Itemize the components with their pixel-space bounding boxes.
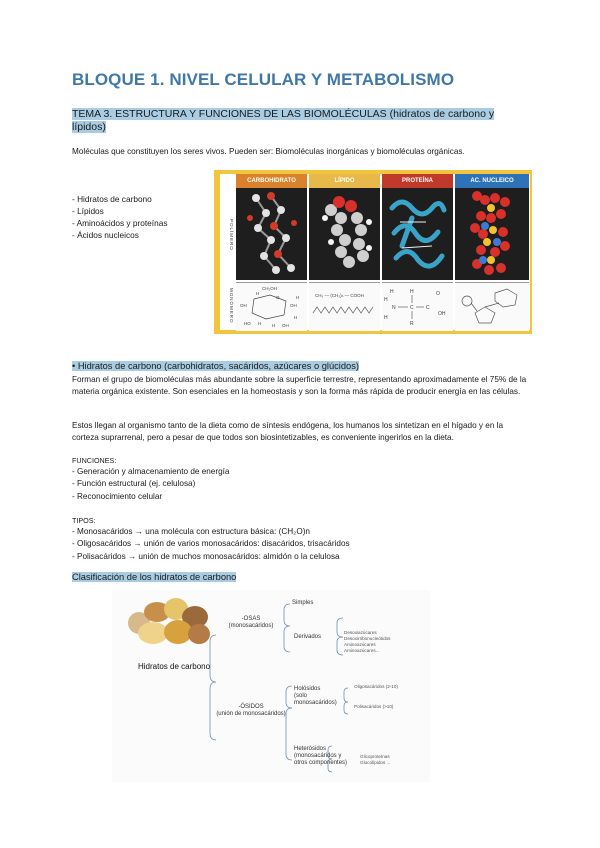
lipid-head-text: CH₃ — (CH₂)ₙ — COOH (315, 293, 364, 298)
derivados-item: Desoxiazúcares (344, 630, 377, 635)
tema-heading-text: TEMA 3. ESTRUCTURA Y FUNCIONES DE LAS BIOMOLÉCULAS (hidratos de carbono y lípidos) (72, 108, 495, 133)
funciones-title: FUNCIONES: (72, 456, 117, 465)
page-title: BLOQUE 1. NIVEL CELULAR Y METABOLISMO (72, 70, 455, 89)
node-holosidos-line: monosacáridos) (294, 700, 337, 706)
clasificacion-heading (72, 572, 236, 582)
biomolecule-figure (214, 170, 532, 334)
derivados-items (344, 630, 390, 654)
section-heading-hidratos (72, 361, 359, 371)
carb-oh-text: OH (240, 303, 247, 308)
heterosidos-item: Glicoproteínas (360, 754, 390, 759)
carb-oh-text: OH (282, 323, 289, 328)
node-osidos-line: -ÓSIDOS (238, 704, 264, 710)
node-heterosidos-line: Heterósidos (294, 746, 327, 752)
intro-paragraph: Moléculas que constituyen los seres vivos. Pueden ser: Biomoléculas inorgánicas y biomoléculas orgánicas. (72, 147, 465, 156)
protein-formula-text: H (390, 289, 394, 295)
node-holosidos (294, 686, 337, 707)
classification-diagram (112, 590, 430, 782)
monomer-nucleotide (455, 282, 529, 331)
protein-h-text: H (384, 297, 388, 303)
side-label-polimero: POLÍMERO (229, 219, 234, 251)
header-carbohidrato: CARBOHIDRATO (236, 174, 307, 188)
list-item: - Monosacáridos → una molécula con estructura básica: (CH₂O)n (72, 527, 310, 536)
protein-formula-text: N (392, 305, 396, 311)
funciones-list (72, 466, 229, 503)
tema-heading (72, 108, 524, 134)
list-item: - Reconocimiento celular (72, 491, 163, 501)
protein-formula-text: OH (438, 311, 446, 317)
carb-group-text: CH₂OH (262, 286, 277, 291)
node-holosidos-line: Holósidos (294, 686, 321, 692)
carb-h-text: H (256, 291, 260, 296)
tipos-title: TIPOS: (72, 516, 96, 525)
carb-h-text: H (294, 315, 298, 320)
node-holosidos-line: (solo (294, 693, 308, 699)
protein-formula-text: C (426, 305, 430, 311)
list-item: - Oligosacáridos → unión de varios monosacáridos: disacáridos, trisacáridos (72, 539, 350, 549)
node-polisacaridos: Polisacáridos (>10) (354, 704, 394, 709)
hidratos-paragraph-2: Estos llegan al organismo tanto de la dieta como de síntesis endógena, los humanos los sintetizan en el hígado y en la corteza suprarrenal, pero a pesar de que todos son biosintetizables, es conveniente ingerirlos en la dieta. (72, 421, 504, 442)
node-osidos (210, 704, 292, 718)
header-lipido: LÍPIDO (309, 174, 380, 188)
monomer-fatty-acid (309, 282, 380, 331)
polymer-carbohydrate-image (236, 188, 307, 280)
monomer-glucose (236, 282, 307, 331)
section-heading-hidratos-text: • Hidratos de carbono (carbohidratos, sacáridos, azúcares o glúcidos) (72, 361, 359, 371)
protein-h-text: H (384, 315, 388, 321)
carb-h-text: H (258, 321, 262, 326)
list-item: - Función estructural (ej. celulosa) (72, 479, 196, 489)
clasificacion-heading-text: Clasificación de los hidratos de carbono (72, 572, 237, 582)
header-ac-nucleico: AC. NUCLEICO (455, 174, 529, 188)
list-item: - Hidratos de carbono (72, 194, 152, 204)
heterosidos-item: Glucolípidos ... (360, 760, 391, 765)
node-oligosacaridos: Oligosacáridos (2-10) (354, 684, 398, 689)
protein-formula-text: O (436, 291, 440, 297)
list-item: - Ácidos nucleicos (72, 230, 139, 240)
polymer-nucleic-acid-image (455, 188, 529, 280)
node-simples: Simples (292, 600, 314, 606)
header-proteina: PROTEÍNA (382, 174, 453, 188)
list-item: - Aminoácidos y proteínas (72, 218, 168, 228)
tipos-list (72, 526, 350, 563)
node-osas-line: (monosacáridos) (228, 623, 274, 629)
biomolecule-list (72, 193, 167, 241)
node-osas-line: -OSAS (241, 616, 261, 622)
monomer-amino-acid (382, 282, 453, 331)
list-item: - Generación y almacenamiento de energía (72, 467, 230, 476)
carb-oh-text: HO (244, 321, 251, 326)
derivados-item: Aminoazúcares... (344, 648, 380, 653)
derivados-item: Aminoazúcares (344, 642, 376, 647)
node-heterosidos-line: (monosacáridos y (294, 753, 342, 759)
carb-h-text: H (272, 323, 276, 328)
derivados-item: Desoxirribonucleótidos (344, 636, 391, 641)
node-osidos-line: (unión de monosacáridos) (216, 711, 286, 717)
node-osas (220, 616, 282, 630)
protein-formula-text: C (410, 305, 414, 311)
carb-atom-text: O (276, 295, 280, 300)
hidratos-paragraph-1: Forman el grupo de biomoléculas más abundante sobre la superficie terrestre, representando aproximadamente el 75% de la materia orgánica existente. Son esenciales en la homeostasis y son la forma más rápida de producir energía en las células. (72, 375, 527, 396)
node-heterosidos-line: otros componentes) (294, 760, 348, 766)
protein-formula-text: R (410, 321, 414, 327)
carb-h-text: H (296, 295, 300, 300)
list-item: - Polisacáridos → unión de muchos monosacáridos: almidón o la celulosa (72, 551, 340, 561)
side-label-monomero: MONÓMERO (229, 288, 234, 324)
carb-oh-text: OH (290, 303, 297, 308)
polymer-protein-image (382, 188, 453, 280)
protein-formula-text: H (410, 289, 414, 295)
list-item: - Lípidos (72, 206, 104, 216)
heterosidos-items (360, 754, 390, 766)
node-derivados: Derivados (294, 634, 322, 640)
node-heterosidos (294, 746, 347, 767)
diagram-root-text: Hidratos de carbono (138, 662, 211, 671)
polymer-lipid-image (309, 188, 380, 280)
